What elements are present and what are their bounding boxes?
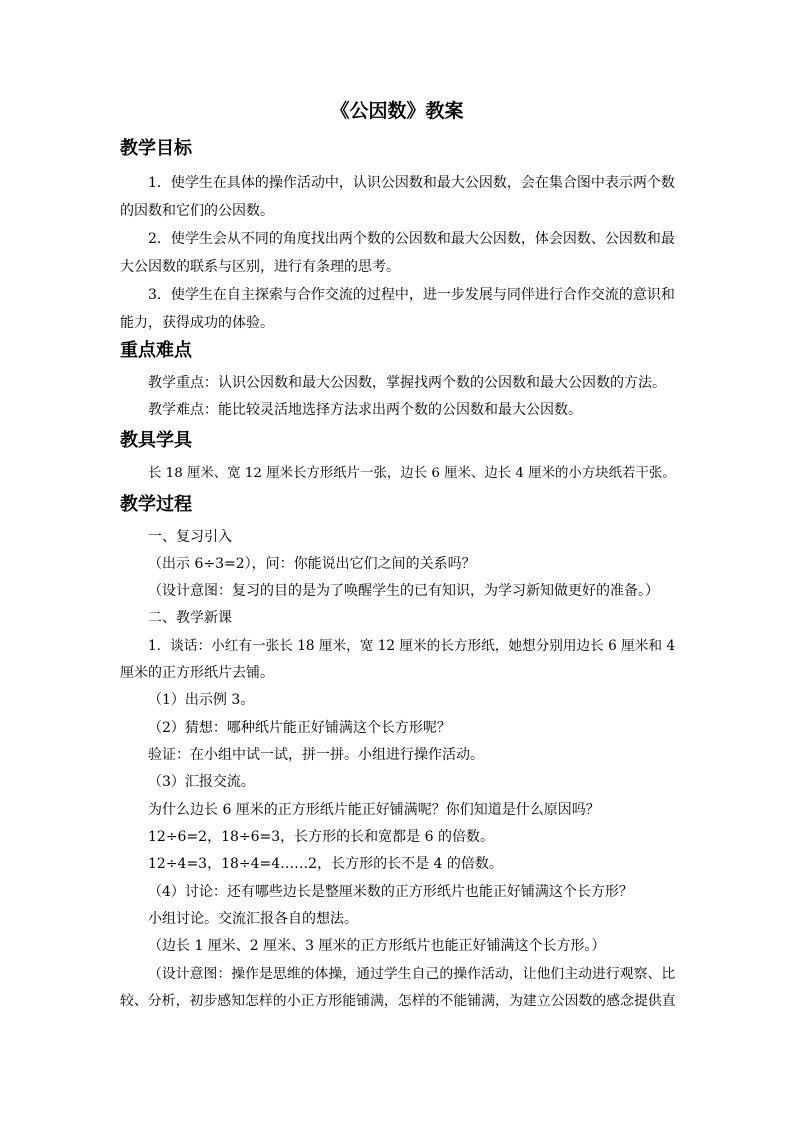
goals-line: 大公因数的联系与区别，进行有条理的思考。 (120, 259, 400, 275)
process-line: 12÷6=2，18÷6=3，长方形的长和宽都是 6 的倍数。 (148, 829, 494, 845)
section-heading-goals: 教学目标 (120, 138, 192, 159)
section-heading-materials: 教具学具 (120, 430, 192, 451)
goals-line: 能力，获得成功的体验。 (120, 315, 274, 331)
document-title: 《公因数》教案 (330, 100, 464, 122)
process-line: （设计意图：操作是思维的体操，通过学生自己的操作活动，让他们主动进行观察、比 (148, 966, 676, 982)
process-line: （1）出示例 3。 (148, 692, 255, 708)
process-line: 1．谈话：小红有一张长 18 厘米，宽 12 厘米的长方形纸，她想分别用边长 6 厘米和 4 (148, 638, 675, 654)
goals-line: 3．使学生在自主探索与合作交流的过程中，进一步发展与同伴进行合作交流的意识和 (148, 287, 675, 303)
process-line: （边长 1 厘米、2 厘米、3 厘米的正方形纸片也能正好铺满这个长方形。） (148, 938, 606, 954)
process-line: 厘米的正方形纸片去铺。 (120, 665, 274, 681)
process-line: 为什么边长 6 厘米的正方形纸片能正好铺满呢？你们知道是什么原因吗？ (148, 802, 600, 818)
section-heading-key-points: 重点难点 (120, 340, 192, 361)
process-line: （2）猜想：哪种纸片能正好铺满这个长方形呢？ (148, 720, 451, 736)
section-heading-process: 教学过程 (120, 494, 192, 515)
key-points-line: 教学难点：能比较灵活地选择方法求出两个数的公因数和最大公因数。 (148, 402, 582, 418)
process-line: 较、分析，初步感知怎样的小正方形能铺满，怎样的不能铺满，为建立公因数的感念提供直 (120, 993, 676, 1009)
key-points-line: 教学重点：认识公因数和最大公因数，掌握找两个数的公因数和最大公因数的方法。 (148, 375, 666, 391)
goals-line: 1．使学生在具体的操作活动中，认识公因数和最大公因数，会在集合图中表示两个数 (148, 175, 675, 191)
process-line: 验证：在小组中试一试，拼一拼。小组进行操作活动。 (148, 747, 484, 763)
process-line: 二、教学新课 (148, 610, 232, 626)
process-line: 小组讨论。交流汇报各自的想法。 (148, 911, 358, 927)
process-line: （出示 6÷3=2），问：你能说出它们之间的关系吗？ (148, 556, 476, 572)
process-line: （3）汇报交流。 (148, 774, 255, 790)
goals-line: 的因数和它们的公因数。 (120, 203, 274, 219)
process-line: 12÷4=3，18÷4=4……2，长方形的长不是 4 的倍数。 (148, 856, 503, 872)
process-line: （设计意图：复习的目的是为了唤醒学生的已有知识，为学习新知做更好的准备。） (148, 583, 659, 599)
process-line: （4）讨论：还有哪些边长是整厘米数的正方形纸片也能正好铺满这个长方形？ (148, 884, 633, 900)
process-line: 一、复习引入 (148, 529, 232, 545)
materials-line: 长 18 厘米、宽 12 厘米长方形纸片一张，边长 6 厘米、边长 4 厘米的小方块纸若干张。 (148, 466, 676, 481)
goals-line: 2．使学生会从不同的角度找出两个数的公因数和最大公因数，体会因数、公因数和最 (148, 231, 675, 247)
